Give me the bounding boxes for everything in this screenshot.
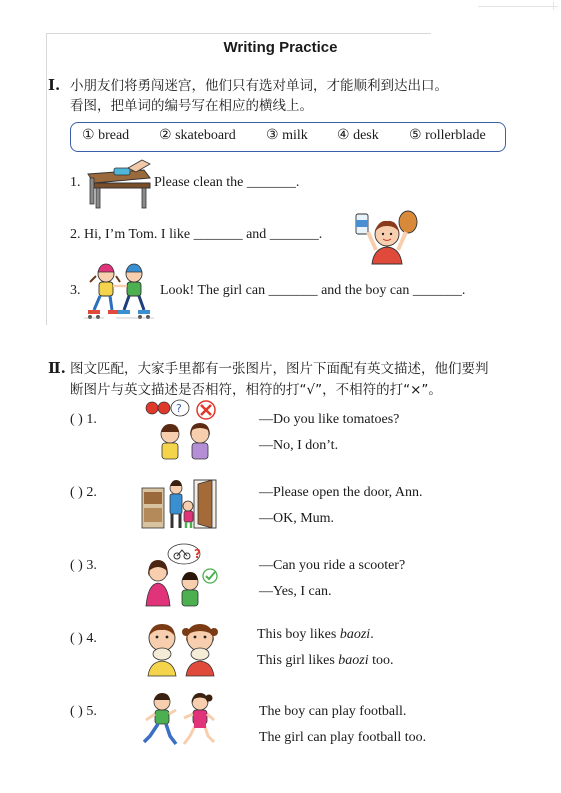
question-3-number: 3.	[70, 283, 81, 298]
word-bank-item-skateboard: ② skateboard	[159, 128, 236, 143]
item-3-line-2: —Yes, I can.	[259, 584, 332, 599]
mum-and-boy-scooter-illustration	[140, 542, 222, 608]
item-1-line-1: —Do you like tomatoes?	[259, 412, 400, 427]
question-1-text: Please clean the _______.	[154, 175, 300, 190]
kids-tomato-question-illustration	[138, 398, 220, 462]
question-2-number: 2.	[70, 227, 81, 242]
section2-number: Ⅱ.	[48, 359, 66, 377]
answer-blank-3[interactable]: ( ) 3.	[70, 558, 97, 573]
kids-rollerblading-illustration	[82, 260, 158, 320]
kids-eating-baozi-illustration	[142, 620, 222, 676]
svg-text:?: ?	[176, 402, 182, 415]
section2-instruction-line2: 断图片与英文描述是否相符，相符的打“√”，不相符的打“×”。	[70, 382, 442, 398]
item-3-line-1: —Can you ride a scooter?	[259, 558, 406, 573]
item-4-line-2: This girl likes baozi too.	[257, 653, 394, 668]
corner-mark	[478, 6, 558, 7]
answer-blank-4[interactable]: ( ) 4.	[70, 631, 97, 646]
question-1-number: 1.	[70, 175, 81, 190]
boy-with-milk-and-bread-illustration	[352, 210, 422, 266]
kids-running-football-illustration	[140, 690, 222, 752]
desk-cleaning-illustration	[84, 158, 152, 210]
frame-line-left	[46, 33, 47, 325]
item-2-line-1: —Please open the door, Ann.	[259, 485, 423, 500]
question-2-text: Hi, I’m Tom. I like _______ and _______.	[84, 227, 323, 242]
section1-instruction-line1: 小朋友们将勇闯迷宫，他们只有选对单词，才能顺利到达出口。	[70, 78, 448, 94]
item-5-line-1: The boy can play football.	[259, 704, 407, 719]
item-4-line-1: This boy likes baozi.	[257, 627, 374, 642]
mum-and-ann-door-illustration	[140, 472, 220, 532]
word-bank-item-rollerblade: ⑤ rollerblade	[409, 128, 486, 143]
word-bank-item-desk: ④ desk	[337, 128, 379, 143]
answer-blank-2[interactable]: ( ) 2.	[70, 485, 97, 500]
section1-number: Ⅰ.	[48, 76, 61, 94]
frame-line-top	[46, 33, 431, 34]
item-1-line-2: —No, I don’t.	[259, 438, 339, 453]
page-title: Writing Practice	[223, 39, 338, 56]
corner-mark	[553, 2, 554, 10]
section2-instruction-line1: 图文匹配，大家手里都有一张图片，图片下面配有英文描述，他们要判	[70, 361, 489, 377]
svg-text:?: ?	[194, 547, 201, 561]
word-bank-item-milk: ③ milk	[266, 128, 308, 143]
item-5-line-2: The girl can play football too.	[259, 730, 427, 745]
item-2-line-2: —OK, Mum.	[259, 511, 335, 526]
question-3-text: Look! The girl can _______ and the boy can _______.	[160, 283, 466, 298]
section1-instruction-line2: 看图，把单词的编号写在相应的横线上。	[70, 98, 313, 114]
answer-blank-1[interactable]: ( ) 1.	[70, 412, 97, 427]
answer-blank-5[interactable]: ( ) 5.	[70, 704, 97, 719]
word-bank-item-bread: ① bread	[82, 128, 130, 143]
